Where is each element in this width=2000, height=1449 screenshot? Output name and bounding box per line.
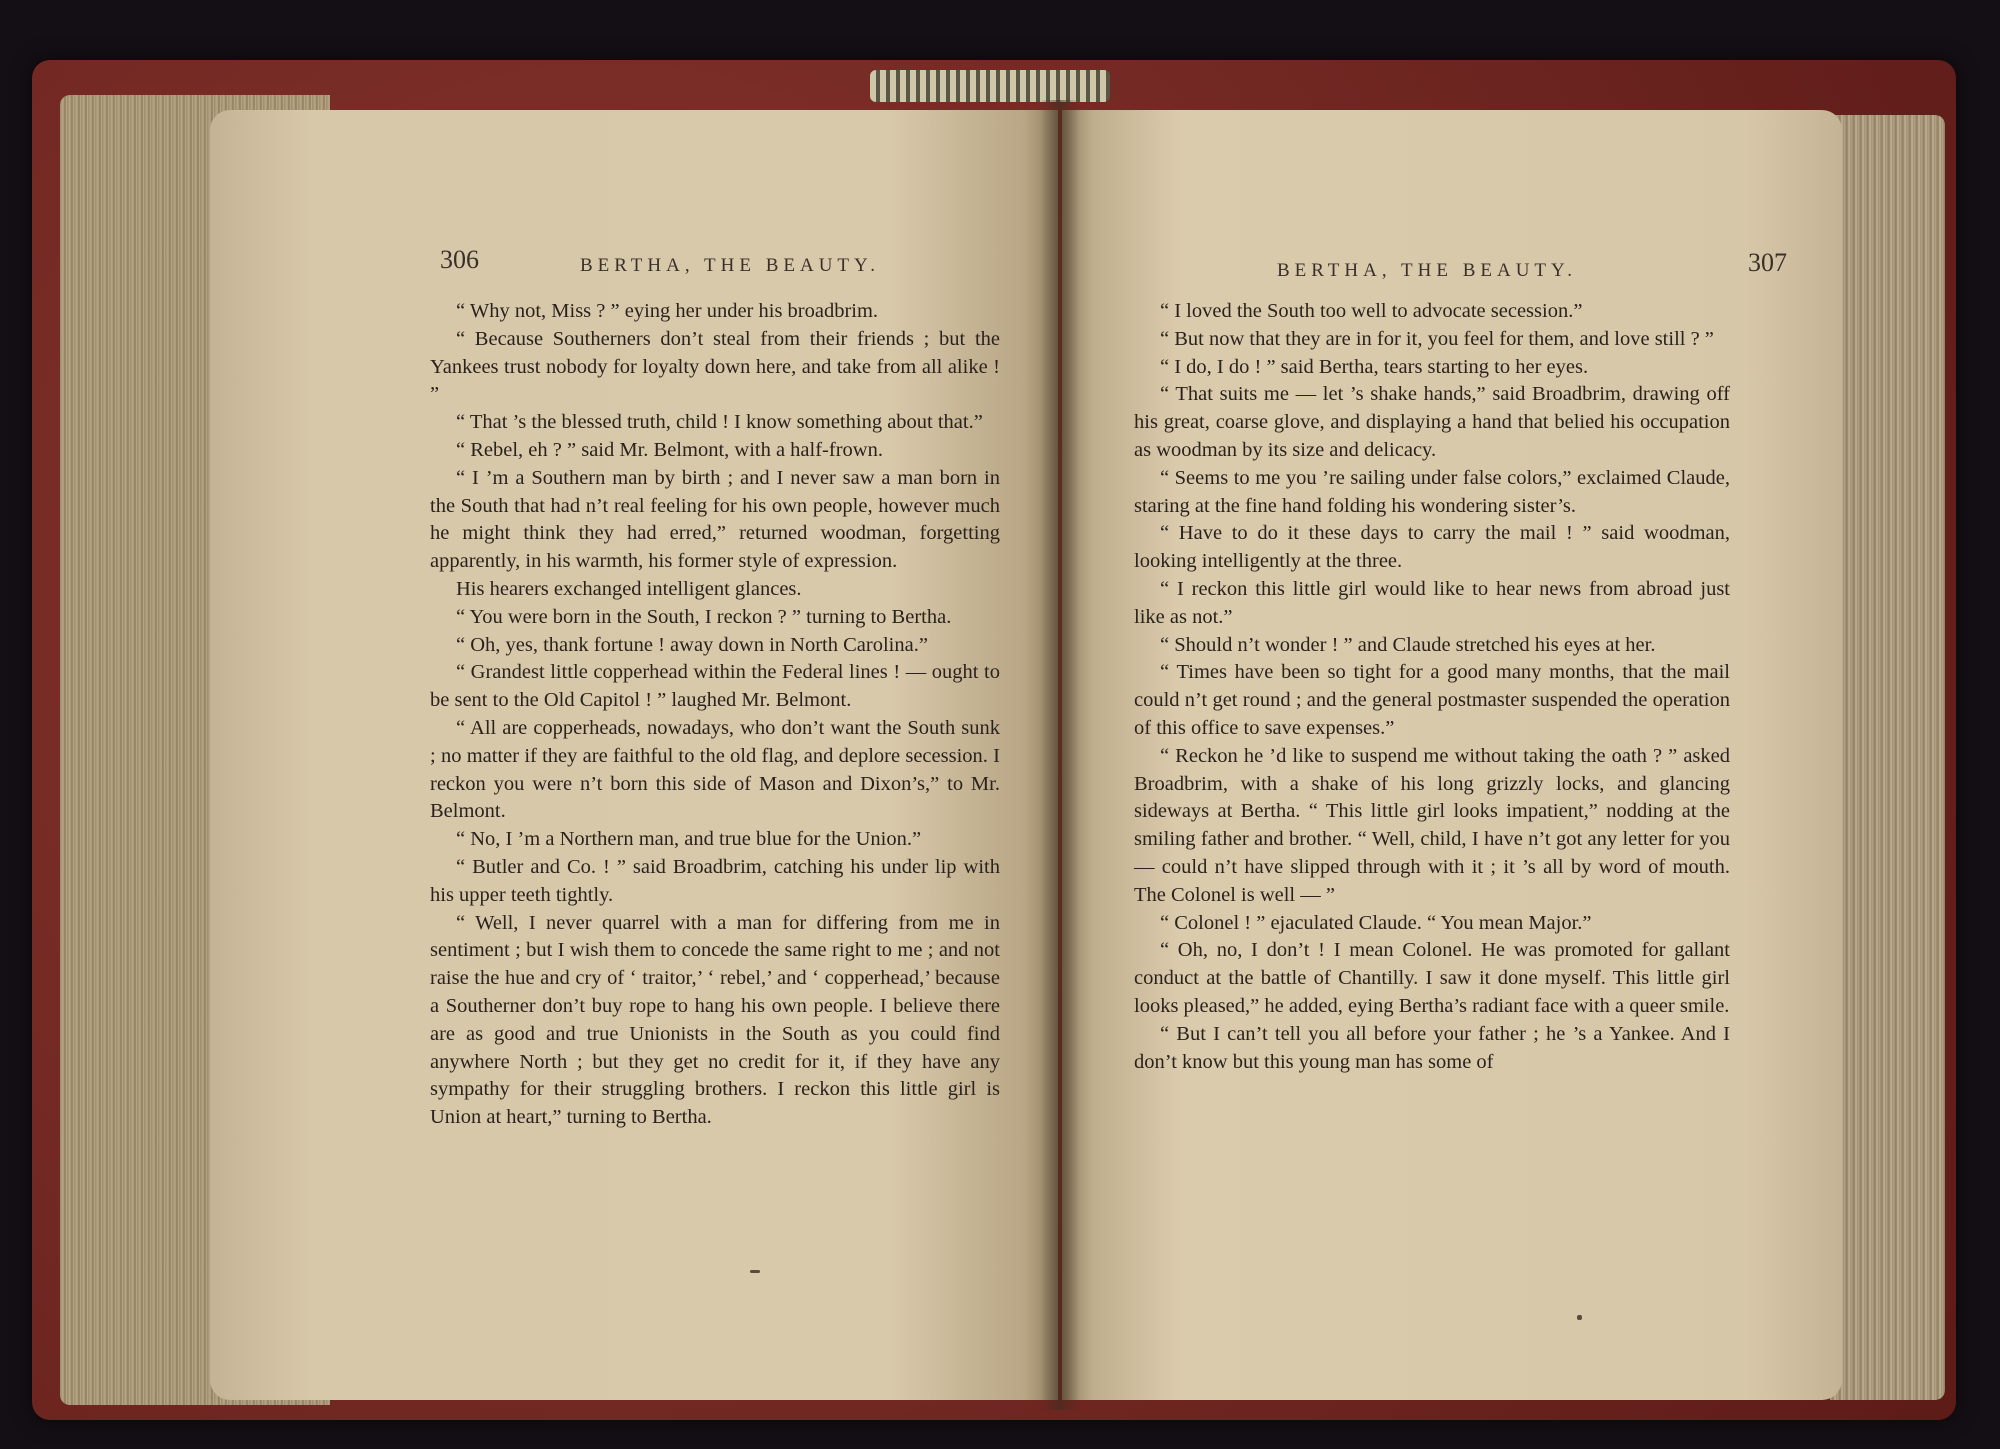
- paragraph: “ Times have been so tight for a good many months, that the mail could n’t get round ; and the general postmaster suspended the operation of this office to save expenses.”: [1134, 661, 1730, 739]
- paragraph: “ Colonel ! ” ejaculated Claude. “ You mean Major.”: [1160, 911, 1592, 934]
- paragraph: “ All are copperheads, nowadays, who don’t want the South sunk ; no matter if they are faithful to the old flag, and deplore secession. I reckon you were n’t born this side of Mason and Dixon’s,” to Mr. Belmont.: [430, 716, 1000, 823]
- paragraph: “ I ’m a Southern man by birth ; and I never saw a man born in the South that had n’t real feeling for his own people, however much he might think they had erred,” returned woodman, forgetting apparently, in his warmth, his former style of expression.: [430, 466, 1000, 573]
- page-number: 307: [1748, 248, 1787, 277]
- paragraph: “ I loved the South too well to advocate secession.”: [1160, 300, 1583, 322]
- paragraph: “ Should n’t wonder ! ” and Claude stretched his eyes at her.: [1160, 633, 1656, 656]
- paragraph: “ Seems to me you ’re sailing under false colors,” exclaimed Claude, staring at the fine hand folding his wondering sister’s.: [1134, 466, 1730, 517]
- paragraph: “ Why not, Miss ? ” eying her under his broadbrim.: [456, 300, 879, 322]
- left-page: [210, 110, 1058, 1400]
- paragraph: “ Oh, yes, thank fortune ! away down in North Carolina.”: [456, 633, 928, 656]
- running-head: BERTHA, THE BEAUTY.: [1277, 260, 1578, 281]
- page-edges-right: [1830, 115, 1945, 1400]
- paragraph: “ Grandest little copperhead within the Federal lines ! — ought to be sent to the Old Capitol ! ” laughed Mr. Belmont.: [430, 661, 1000, 712]
- page-number: 306: [440, 245, 479, 274]
- paragraph: “ I reckon this little girl would like to hear news from abroad just like as not.”: [1134, 577, 1730, 628]
- paragraph: “ That ’s the blessed truth, child ! I know something about that.”: [456, 411, 983, 434]
- left-page-header: [210, 245, 1058, 285]
- paragraph: “ Reckon he ’d like to suspend me without taking the oath ? ” asked Broadbrim, with a shake of his long grizzly locks, and glancing sideways at Bertha. “ This little girl looks impatient,” nodding at the smiling father and brother. “ Well, child, I have n’t got any letter for you — could n’t have slipped through with it ; it ’s all by word of mouth. The Colonel is well — ”: [1134, 744, 1730, 906]
- paragraph: “ Well, I never quarrel with a man for differing from me in sentiment ; but I wish them to concede the same right to me ; and not raise the hue and cry of ‘ traitor,’ ‘ rebel,’ and ‘ copperhead,’ because a Southerner don’t buy rope to hang his own people. I believe there are as good and true Unionists in the South as you could find anywhere North ; but they get no credit for it, if they have any sympathy for their struggling brothers. I reckon this little girl is Union at heart,” turning to Bertha.: [430, 911, 1000, 1129]
- ink-speck: [1577, 1315, 1582, 1320]
- paragraph: “ Oh, no, I don’t ! I mean Colonel. He was promoted for gallant conduct at the battle of Chantilly. I saw it done myself. This little girl looks pleased,” he added, eying Bertha’s radiant face with a queer smile.: [1134, 939, 1730, 1017]
- right-page-header: [1062, 248, 1842, 288]
- paragraph: “ Butler and Co. ! ” said Broadbrim, catching his under lip with his upper teeth tightly.: [430, 855, 1000, 906]
- ink-speck: [750, 1270, 760, 1273]
- paragraph: “ Rebel, eh ? ” said Mr. Belmont, with a half-frown.: [456, 438, 883, 461]
- paragraph: “ Because Southerners don’t steal from their friends ; but the Yankees trust nobody for loyalty down here, and take from all alike ! ”: [430, 327, 1000, 406]
- headband: [870, 70, 1110, 102]
- paragraph: “ No, I ’m a Northern man, and true blue for the Union.”: [456, 828, 922, 851]
- paragraph: “ That suits me — let ’s shake hands,” said Broadbrim, drawing off his great, coarse glove, and displaying a hand that belied his occupation as woodman by its size and delicacy.: [1134, 383, 1730, 461]
- page-text: [1134, 298, 1730, 1076]
- right-page: [1062, 110, 1842, 1400]
- paragraph: “ Have to do it these days to carry the mail ! ” said woodman, looking intelligently at the three.: [1134, 522, 1730, 573]
- paragraph: “ But I can’t tell you all before your father ; he ’s a Yankee. And I don’t know but this young man has some of: [1134, 1022, 1730, 1073]
- book-gutter: [1040, 100, 1080, 1410]
- paragraph: “ You were born in the South, I reckon ? ” turning to Bertha.: [456, 605, 952, 628]
- paragraph: “ But now that they are in for it, you feel for them, and love still ? ”: [1160, 327, 1714, 350]
- paragraph: “ I do, I do ! ” said Bertha, tears starting to her eyes.: [1160, 355, 1589, 378]
- paragraph: His hearers exchanged intelligent glances.: [456, 577, 802, 600]
- page-text: [430, 298, 1000, 1132]
- running-head: BERTHA, THE BEAUTY.: [580, 255, 881, 276]
